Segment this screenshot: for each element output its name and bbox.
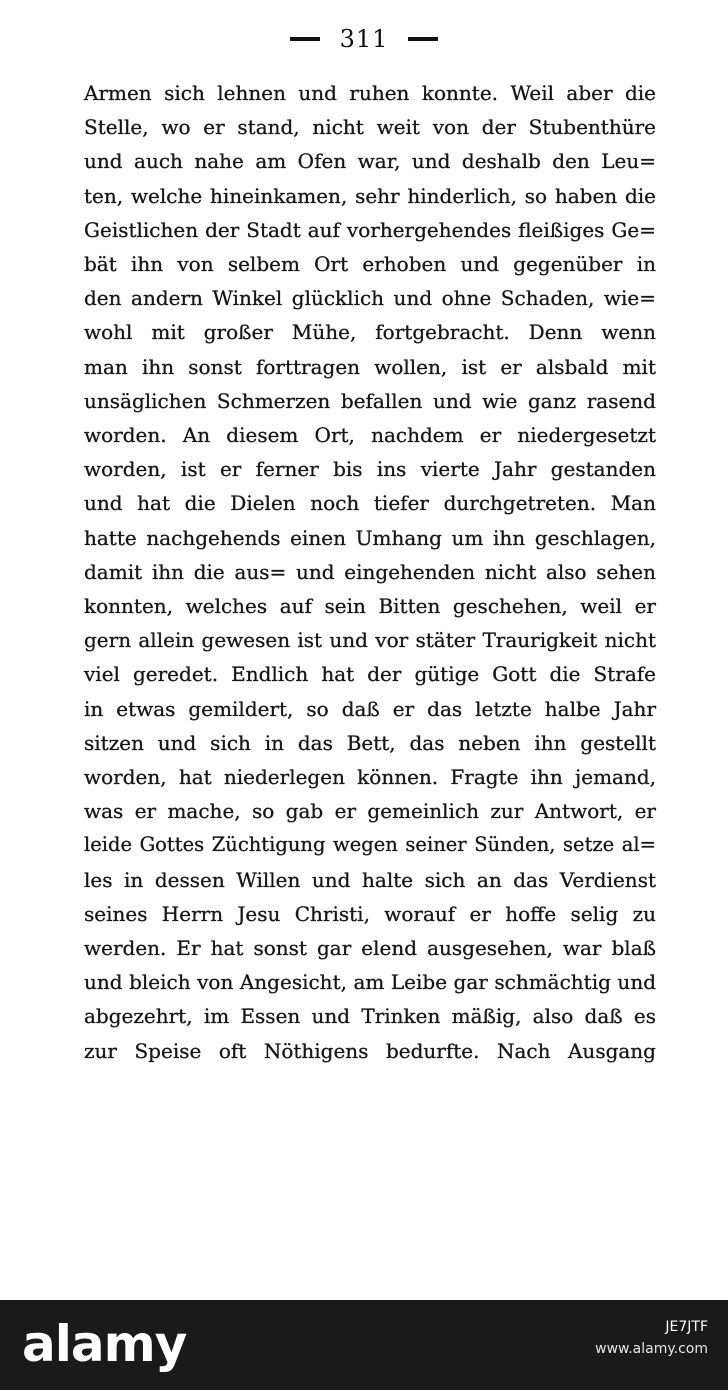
text-line: unsäglichen Schmerzen befallen und wie ganz rasend xyxy=(84,388,656,413)
text-line: abgezehrt, im Essen und Trinken mäßig, also daß es xyxy=(84,1004,656,1029)
text-line: viel geredet. Endlich hat der gütige Gott die Strafe xyxy=(84,662,656,687)
alamy-logo: alamy xyxy=(22,1315,187,1373)
text-line: zur Speise oft Nöthigens bedurfte. Nach Ausgang xyxy=(84,1038,656,1063)
page-header xyxy=(0,24,728,54)
text-line: seines Herrn Jesu Christi, worauf er hoffe selig zu xyxy=(84,901,656,926)
page-number: 311 xyxy=(339,25,389,53)
body-text xyxy=(84,76,656,1068)
header-dash-left xyxy=(290,37,320,41)
text-line: Stelle, wo er stand, nicht weit von der Stubenthüre xyxy=(84,115,656,140)
text-line: ten, welche hineinkamen, sehr hinderlich, so haben die xyxy=(84,183,656,208)
text-line: konnten, welches auf sein Bitten geschehen, weil er xyxy=(84,594,656,619)
text-line: werden. Er hat sonst gar elend ausgesehen, war blaß xyxy=(84,936,656,961)
text-line: Geistlichen der Stadt auf vorhergehendes fleißiges Ge= xyxy=(84,217,656,242)
image-id: JE7JTF xyxy=(665,1319,708,1335)
text-line: worden. An diesem Ort, nachdem er niedergesetzt xyxy=(84,423,656,448)
text-line: damit ihn die aus= und eingehenden nicht also sehen xyxy=(84,559,656,584)
text-line: worden, ist er ferner bis ins vierte Jahr gestanden xyxy=(84,457,656,482)
header-dash-right xyxy=(408,37,438,41)
text-line: hatte nachgehends einen Umhang um ihn geschlagen, xyxy=(84,525,656,550)
text-line: worden, hat niederlegen können. Fragte ihn jemand, xyxy=(84,765,656,790)
text-line: und bleich von Angesicht, am Leibe gar schmächtig und xyxy=(84,970,656,995)
text-line: was er mache, so gab er gemeinlich zur Antwort, er xyxy=(84,799,656,824)
watermark-bar xyxy=(0,1300,728,1390)
text-line: wohl mit großer Mühe, fortgebracht. Denn wenn xyxy=(84,320,656,345)
image-id-block xyxy=(595,1316,708,1360)
text-line: und hat die Dielen noch tiefer durchgetreten. Man xyxy=(84,491,656,516)
text-line: gern allein gewesen ist und vor stäter Traurigkeit nicht xyxy=(84,628,656,653)
text-line: man ihn sonst forttragen wollen, ist er alsbald mit xyxy=(84,354,656,379)
text-line: leide Gottes Züchtigung wegen seiner Sünden, setze al= xyxy=(84,833,656,857)
text-line: den andern Winkel glücklich und ohne Schaden, wie= xyxy=(84,286,656,311)
text-line: sitzen und sich in das Bett, das neben ihn gestellt xyxy=(84,730,656,755)
site-url: www.alamy.com xyxy=(595,1341,708,1357)
text-line: und auch nahe am Ofen war, und deshalb den Leu= xyxy=(84,149,656,174)
text-line: bät ihn von selbem Ort erhoben und gegenüber in xyxy=(84,252,656,277)
text-line: in etwas gemildert, so daß er das letzte halbe Jahr xyxy=(84,696,656,721)
text-line: Armen sich lehnen und ruhen konnte. Weil aber die xyxy=(84,81,656,105)
text-line: les in dessen Willen und halte sich an das Verdienst xyxy=(84,867,656,892)
